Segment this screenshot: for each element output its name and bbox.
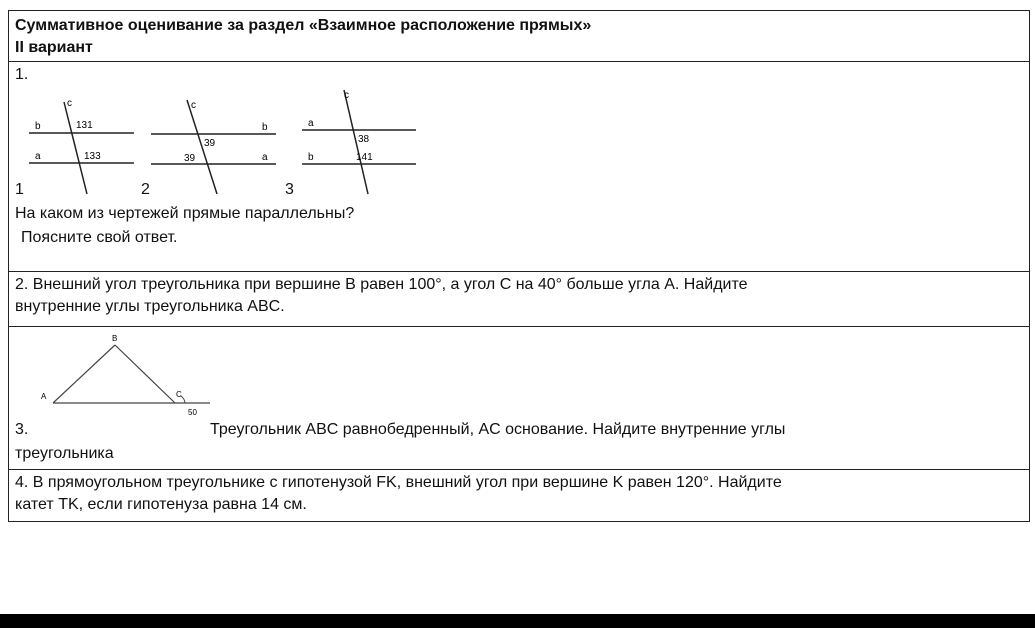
fig2-line-bottom-label: a <box>262 152 268 163</box>
variant-label: II вариант <box>15 39 93 56</box>
triangle-diagram <box>35 333 215 423</box>
fig3-angle-bottom: 141 <box>356 152 373 163</box>
header-row <box>8 10 1030 62</box>
figure-3-number: 3 <box>285 181 294 198</box>
figure-1-diagram <box>29 96 139 196</box>
page-title: Суммативное оценивание за раздел «Взаимное расположение прямых» <box>15 17 592 34</box>
fig3-line-bottom-label: b <box>308 152 314 163</box>
fig1-transversal-label: c <box>67 98 72 109</box>
question-2-row <box>8 272 1030 327</box>
fig1-line-top-label: b <box>35 121 41 132</box>
question-3-row <box>8 327 1030 470</box>
vertex-b-label: B <box>112 334 118 343</box>
question-4-line-1: 4. В прямоугольном треугольнике с гипотенузой FK, внешний угол при вершине K равен 120°. Найдите <box>15 474 782 491</box>
question-2-line-1: 2. Внешний угол треугольника при вершине B равен 100°, а угол C на 40° больше угла A. Найдите <box>15 276 748 293</box>
fig1-angle-bottom: 133 <box>84 151 101 162</box>
question-4-line-2: катет TK, если гипотенуза равна 14 см. <box>15 496 307 513</box>
vertex-a-label: A <box>41 392 47 401</box>
fig2-angle-bottom: 39 <box>184 153 196 164</box>
figure-1-number: 1 <box>15 181 24 198</box>
question-3-text: Треугольник ABC равнобедренный, AC основание. Найдите внутренние углы <box>210 421 786 438</box>
fig2-transversal-label: c <box>191 100 196 111</box>
question-1-row <box>8 62 1030 272</box>
question-2-line-2: внутренние углы треугольника ABC. <box>15 298 285 315</box>
figure-3-diagram <box>294 86 424 196</box>
fig1-angle-top: 131 <box>76 120 93 131</box>
figure-2-number: 2 <box>141 181 150 198</box>
question-1-text: На каком из чертежей прямые параллельны? <box>15 205 355 222</box>
fig2-angle-top: 39 <box>204 138 216 149</box>
angle-50-label: 50 <box>188 408 197 417</box>
question-3-text-continued: треугольника <box>15 445 114 462</box>
vertex-c-label: C <box>176 390 182 399</box>
fig2-line-top-label: b <box>262 122 268 133</box>
fig1-line-bottom-label: a <box>35 151 41 162</box>
fig3-line-top-label: a <box>308 118 314 129</box>
figure-2-diagram <box>151 94 281 194</box>
fig3-transversal-label: c <box>344 90 349 101</box>
question-1-explain: Поясните свой ответ. <box>21 229 178 246</box>
bottom-black-bar <box>0 614 1035 628</box>
question-4-row <box>8 470 1030 522</box>
question-3-number: 3. <box>15 421 29 438</box>
assessment-sheet <box>8 10 1030 522</box>
fig3-angle-top: 38 <box>358 134 370 145</box>
question-1-number: 1. <box>15 66 29 83</box>
